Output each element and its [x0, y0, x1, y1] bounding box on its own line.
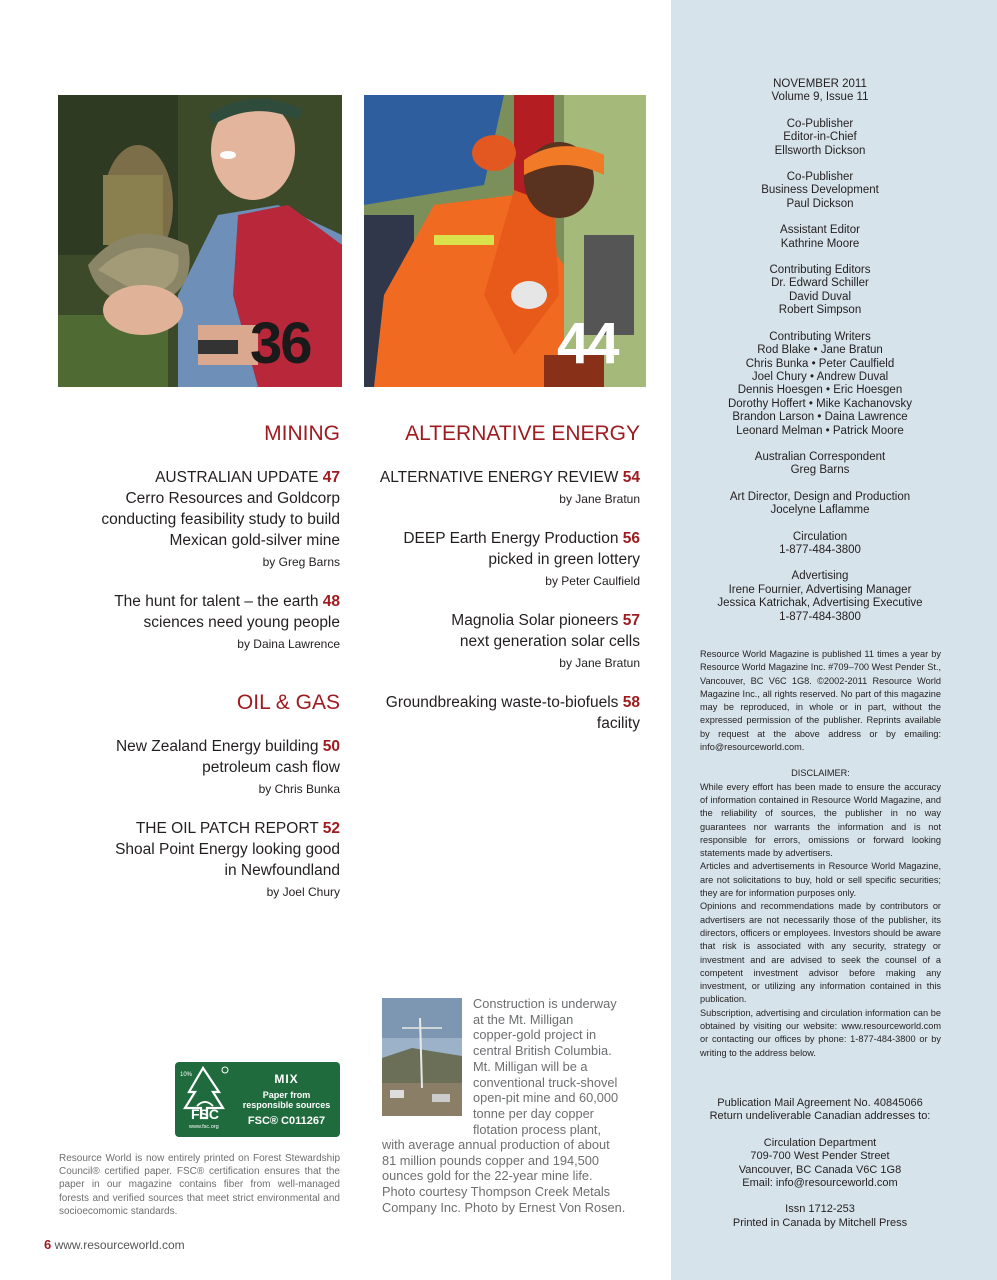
fsc-percent: 10% — [180, 1072, 193, 1078]
masthead-name: Rod Blake • Jane Bratun — [757, 344, 883, 357]
masthead-name: Ellsworth Dickson — [774, 144, 866, 157]
masthead-name: Dennis Hoesgen • Eric Hoesgen — [737, 384, 903, 397]
entry-page-number: 56 — [622, 530, 640, 547]
issn: Issn 1712-253 — [785, 1203, 855, 1216]
entry-title: THE OIL PATCH REPORT — [135, 820, 319, 837]
section-title-oil-gas: OIL & GAS — [236, 691, 340, 714]
footer-site-link[interactable]: www.resourceworld.com — [54, 1238, 185, 1252]
masthead-name: 1-877-484-3800 — [779, 610, 861, 623]
entry-page-number: 54 — [622, 469, 640, 486]
toc-oil-gas — [60, 690, 340, 901]
masthead-role: Advertising — [791, 570, 849, 583]
photo-alt-energy — [364, 95, 646, 387]
caption-line: conventional truck-shovel — [473, 1074, 618, 1090]
caption-line: Company Inc. Photo by Ernest Von Rosen. — [382, 1199, 626, 1215]
caption-line: Construction is underway — [473, 996, 617, 1011]
masthead-name: Paul Dickson — [786, 197, 854, 210]
fsc-paper-line1: Paper from — [262, 1090, 311, 1100]
masthead-name: Robert Simpson — [778, 304, 862, 317]
entry-line: facility — [596, 715, 640, 732]
disclaimer-text: Opinions and recommendations made by contributors or advertisers are not necessarily those of the publisher, its directors, officers or employees. Investors should be aware that risk is associated with any security, strategy or investment and are advised to seek the counsel of a competent investment advisor before making any investment, or utilizing any information contained in this publication. — [700, 901, 941, 1005]
entry-byline: by Jane Bratun — [559, 492, 640, 506]
masthead-block — [671, 331, 969, 438]
caption-line: 81 million pounds copper and 194,500 — [382, 1152, 599, 1168]
disclaimer-text: Subscription, advertising and circulation information can be obtained by visiting our website: www.resourceworld.com or contacting our offices by phone: 1-877-484-3800 or by writing to the address below. — [700, 1007, 941, 1058]
toc-entry[interactable] — [364, 610, 640, 672]
entry-byline: by Jane Bratun — [559, 656, 640, 670]
toc-entry[interactable] — [364, 692, 640, 734]
masthead-role: NOVEMBER 2011 — [773, 78, 867, 90]
toc-entry[interactable] — [364, 528, 640, 590]
toc-mining — [60, 421, 340, 653]
address-line: Circulation Department — [763, 1136, 877, 1149]
caption-line: tonne per day copper — [473, 1105, 594, 1121]
masthead-role: Australian Correspondent — [754, 450, 886, 463]
entry-byline: by Daina Lawrence — [237, 637, 340, 651]
masthead-name: Jocelyne Laflamme — [770, 504, 870, 517]
photo-caption-continued — [382, 1137, 644, 1216]
entry-title: New Zealand Energy building — [115, 738, 319, 755]
masthead-block — [671, 78, 969, 105]
fsc-logo-url: www.fsc.org — [189, 1124, 219, 1130]
entry-line: Shoal Point Energy looking good — [115, 841, 340, 858]
fsc-note: Resource World is now entirely printed on Forest Stewardship Council® certified paper. FSC® certification ensures that the paper in our magazine contains fiber from well-managed forests and verified sources that meet strict environmental and socioecomomic standards. — [59, 1153, 340, 1217]
fsc-paper-line2: responsible sources — [242, 1100, 331, 1110]
toc-alt-energy — [364, 421, 640, 734]
masthead-block — [671, 264, 969, 318]
disclaimer-text: While every effort has been made to ensure the accuracy of information contained in Resource World Magazine, and the reliability of sources, the publisher in no way guarantees nor warrants the information and is not responsible for errors, omissions or forward looking statements made by advertisers. — [700, 781, 941, 859]
entry-page-number: 50 — [322, 738, 340, 755]
masthead-block — [671, 570, 969, 624]
entry-byline: by Joel Chury — [266, 885, 340, 899]
masthead-name: Leonard Melman • Patrick Moore — [736, 424, 904, 437]
caption-line: ounces gold for the 22-year mine life. — [382, 1168, 593, 1184]
entry-line: picked in green lottery — [488, 551, 640, 568]
masthead-fine-print — [700, 648, 941, 1060]
photo-caption — [473, 996, 643, 1137]
masthead-name: Brandon Larson • Daina Lawrence — [732, 411, 908, 424]
address-email: Email: info@resourceworld.com — [742, 1177, 898, 1190]
masthead-role: Contributing Writers — [769, 330, 871, 343]
publisher-note: Resource World Magazine is published 11 times a year by Resource World Magazine Inc. #709–700 West Pender St., Vancouver, BC V6C 1G8. ©2002-2011 Resource World Magazine Inc., all rights reserved. No part of this magazine may be reproduced, in whole or in part, without the expressed permission of the publisher. Reprints available by request at the above address or by emailing: info@resourceworld.com. — [700, 649, 941, 753]
masthead-role: Contributing Editors — [769, 264, 871, 277]
disclaimer-text: Articles and advertisements in Resource World Magazine, are not solicitations to buy, hold or sell specific securities; they are for information purposes only. — [700, 861, 941, 899]
masthead-name: Dr. Edward Schiller — [771, 277, 869, 290]
address-line: Vancouver, BC Canada V6C 1G8 — [738, 1163, 902, 1176]
masthead-name: Greg Barns — [790, 464, 850, 477]
entry-line: conducting feasibility study to build — [101, 511, 340, 528]
photo-mt-milligan — [382, 998, 462, 1116]
caption-line: Mt. Milligan will be a — [473, 1058, 588, 1074]
masthead-name: Kathrine Moore — [780, 237, 860, 250]
photo-alt-energy-page-number: 44 — [557, 311, 618, 376]
masthead-role: Assistant Editor — [780, 224, 860, 237]
entry-page-number: 48 — [322, 593, 340, 610]
entry-page-number: 57 — [622, 612, 640, 629]
caption-line: open-pit mine and 60,000 — [473, 1090, 619, 1106]
caption-line: copper-gold project in — [473, 1027, 597, 1043]
address-line: 709-700 West Pender Street — [750, 1150, 890, 1163]
masthead-block — [671, 531, 969, 558]
caption-line: at the Mt. Milligan — [473, 1011, 574, 1027]
masthead-role: Co-Publisher — [786, 171, 854, 184]
masthead-name: Irene Fournier, Advertising Manager — [728, 583, 912, 596]
entry-title: DEEP Earth Energy Production — [403, 530, 619, 547]
masthead-name: Editor-in-Chief — [783, 131, 857, 144]
section-title-mining: MINING — [264, 422, 340, 445]
entry-byline: by Peter Caulfield — [545, 574, 640, 588]
fsc-mix: MIX — [274, 1072, 299, 1086]
masthead-block — [671, 491, 969, 518]
mail-agreement: Publication Mail Agreement No. 40845066 — [717, 1097, 923, 1109]
masthead-name: 1-877-484-3800 — [779, 543, 861, 556]
masthead-mailing — [671, 1097, 969, 1230]
disclaimer-title: DISCLAIMER: — [791, 768, 850, 779]
entry-title: AUSTRALIAN UPDATE — [155, 469, 319, 486]
masthead-block — [671, 171, 969, 211]
entry-page-number: 47 — [322, 469, 340, 486]
fsc-code: FSC® C011267 — [247, 1115, 326, 1127]
toc-entry[interactable] — [60, 818, 340, 901]
printer: Printed in Canada by Mitchell Press — [732, 1216, 908, 1229]
masthead-block — [671, 224, 969, 251]
masthead-role: Art Director, Design and Production — [729, 490, 911, 503]
caption-line: central British Columbia. — [473, 1043, 612, 1059]
masthead-name: Jessica Katrichak, Advertising Executive — [717, 597, 923, 610]
photo-mining — [58, 95, 342, 387]
footer-page-number: 6 — [44, 1237, 52, 1252]
toc-entry[interactable] — [60, 736, 340, 798]
entry-line: in Newfoundland — [224, 862, 340, 879]
caption-line: Photo courtesy Thompson Creek Metals — [382, 1184, 611, 1200]
masthead-name: Business Development — [761, 184, 879, 197]
fsc-logo-text: FSC — [191, 1106, 219, 1122]
masthead-name: Dorothy Hoffert • Mike Kachanovsky — [727, 397, 913, 410]
entry-line: sciences need young people — [143, 614, 340, 631]
toc-entry[interactable] — [60, 467, 340, 571]
entry-title: Groundbreaking waste-to-biofuels — [385, 694, 619, 711]
entry-line: next generation solar cells — [459, 633, 640, 650]
photo-mt-milligan-image — [382, 998, 462, 1116]
masthead-role: Co-Publisher — [786, 117, 854, 130]
masthead-name: Chris Bunka • Peter Caulfield — [745, 357, 895, 370]
entry-page-number: 52 — [322, 820, 340, 837]
masthead-panel — [671, 0, 997, 1280]
masthead-role: Circulation — [792, 530, 848, 543]
photo-mining-page-number: 36 — [250, 311, 311, 376]
masthead-credits — [671, 78, 969, 637]
masthead-name: Joel Chury • Andrew Duval — [751, 370, 889, 383]
caption-line: with average annual production of about — [382, 1137, 610, 1152]
toc-entry[interactable] — [364, 467, 640, 508]
masthead-block — [671, 451, 969, 478]
toc-entry[interactable] — [60, 591, 340, 653]
entry-line: Cerro Resources and Goldcorp — [125, 490, 340, 507]
entry-line: Mexican gold-silver mine — [169, 532, 340, 549]
entry-title: ALTERNATIVE ENERGY REVIEW — [379, 469, 619, 486]
page-footer — [44, 1237, 185, 1252]
masthead-name: Volume 9, Issue 11 — [771, 91, 869, 104]
entry-page-number: 58 — [622, 694, 640, 711]
mail-return: Return undeliverable Canadian addresses to: — [709, 1110, 931, 1123]
caption-line: flotation process plant, — [473, 1121, 602, 1137]
entry-byline: by Greg Barns — [262, 555, 340, 569]
masthead-block — [671, 118, 969, 158]
entry-title: Magnolia Solar pioneers — [451, 612, 619, 629]
entry-title: The hunt for talent – the earth — [114, 593, 319, 610]
fsc-badge — [175, 1062, 340, 1137]
masthead-name: David Duval — [789, 290, 851, 303]
entry-line: petroleum cash flow — [202, 759, 340, 776]
section-title-alt-energy: ALTERNATIVE ENERGY — [405, 422, 640, 445]
entry-byline: by Chris Bunka — [258, 782, 340, 796]
